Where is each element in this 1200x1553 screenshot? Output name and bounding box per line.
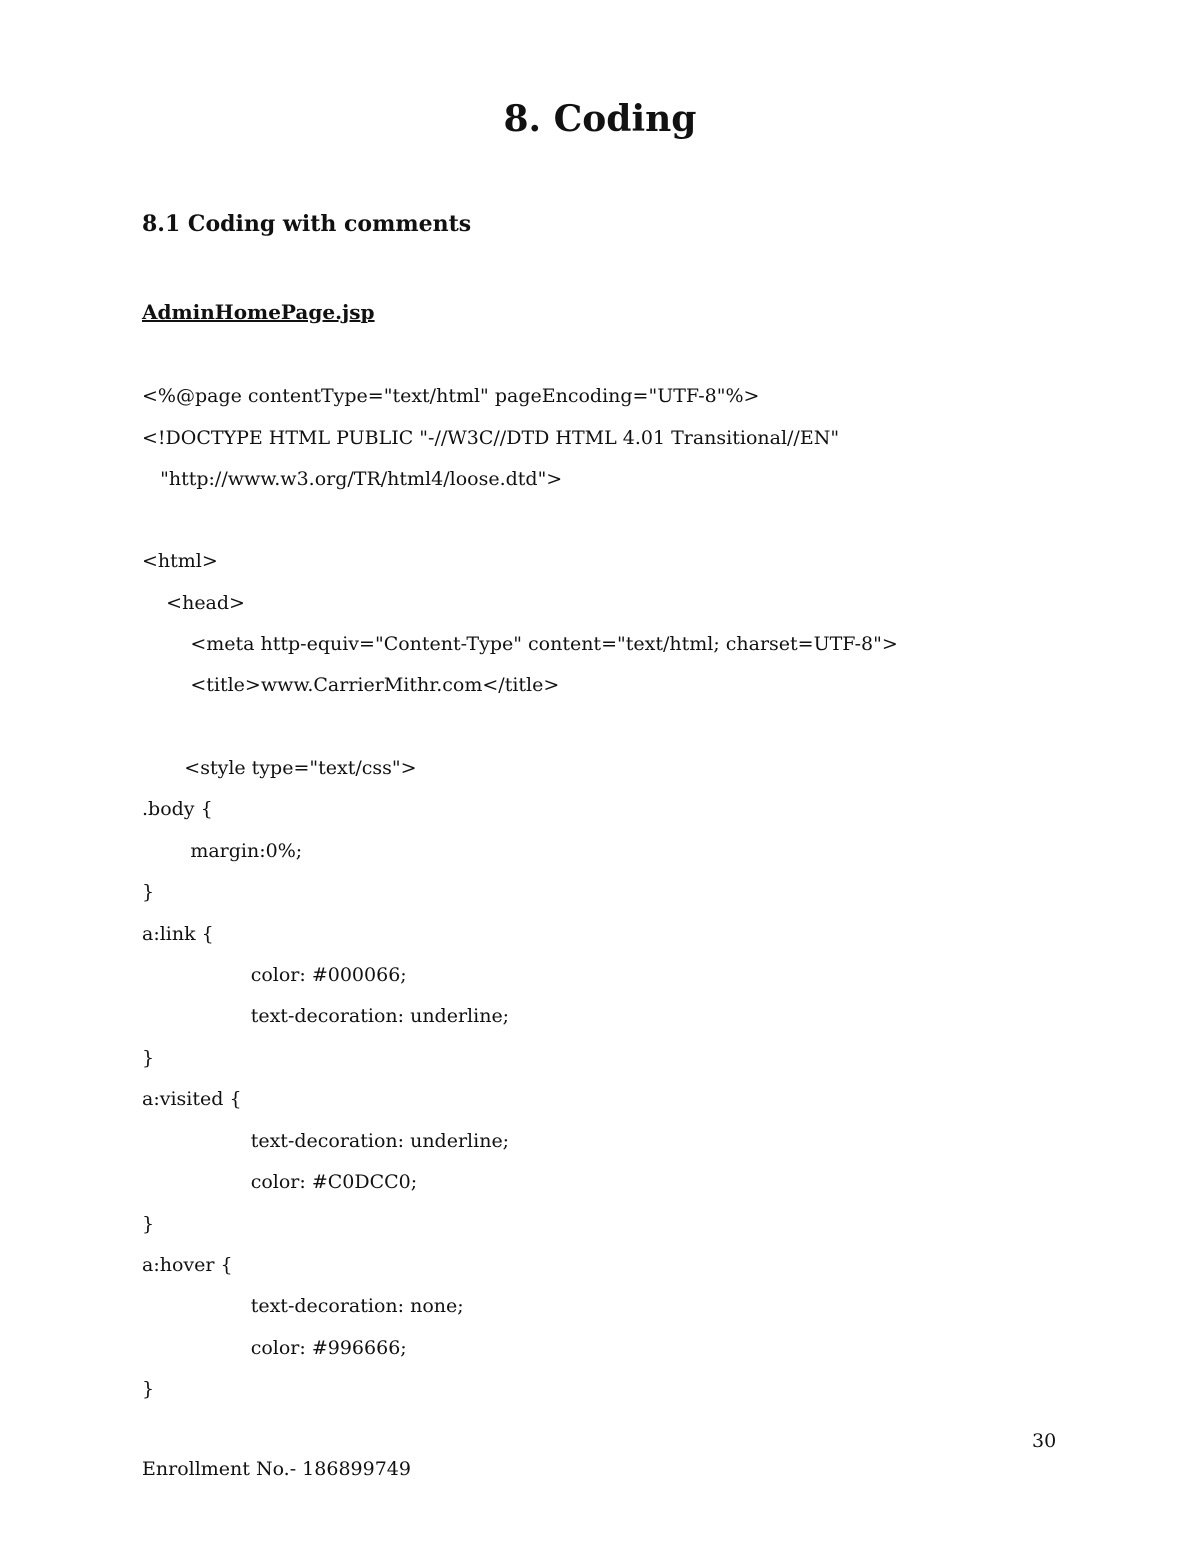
code-line: <%@page contentType="text/html" pageEncoding="UTF-8"%> [142, 385, 760, 407]
file-name-heading: AdminHomePage.jsp [142, 300, 375, 324]
code-line: margin:0%; [142, 840, 303, 862]
code-line: "http://www.w3.org/TR/html4/loose.dtd"> [142, 468, 563, 490]
code-line: <title>www.CarrierMithr.com</title> [142, 674, 560, 696]
code-line: .body { [142, 798, 213, 820]
code-line: a:link { [142, 923, 214, 945]
code-line: <style type="text/css"> [142, 757, 417, 779]
section-heading: 8.1 Coding with comments [142, 211, 472, 237]
code-line: <html> [142, 550, 218, 572]
code-line: a:hover { [142, 1254, 233, 1276]
code-line: a:visited { [142, 1088, 242, 1110]
enrollment-number: Enrollment No.- 186899749 [142, 1458, 411, 1480]
code-line: <meta http-equiv="Content-Type" content="text/html; charset=UTF-8"> [142, 633, 898, 655]
code-line: text-decoration: underline; [142, 1005, 510, 1027]
code-line: <head> [142, 592, 245, 614]
code-line: } [142, 1213, 155, 1235]
code-line: text-decoration: none; [142, 1295, 464, 1317]
code-line: } [142, 881, 155, 903]
code-line: <!DOCTYPE HTML PUBLIC "-//W3C//DTD HTML 4.01 Transitional//EN" [142, 427, 840, 449]
code-line: color: #996666; [142, 1337, 407, 1359]
code-line: color: #C0DCC0; [142, 1171, 418, 1193]
code-line: text-decoration: underline; [142, 1130, 510, 1152]
code-line: color: #000066; [142, 964, 407, 986]
code-line: } [142, 1378, 155, 1400]
page-title: 8. Coding [503, 98, 697, 140]
code-line: } [142, 1047, 155, 1069]
page-number: 30 [1032, 1430, 1057, 1452]
